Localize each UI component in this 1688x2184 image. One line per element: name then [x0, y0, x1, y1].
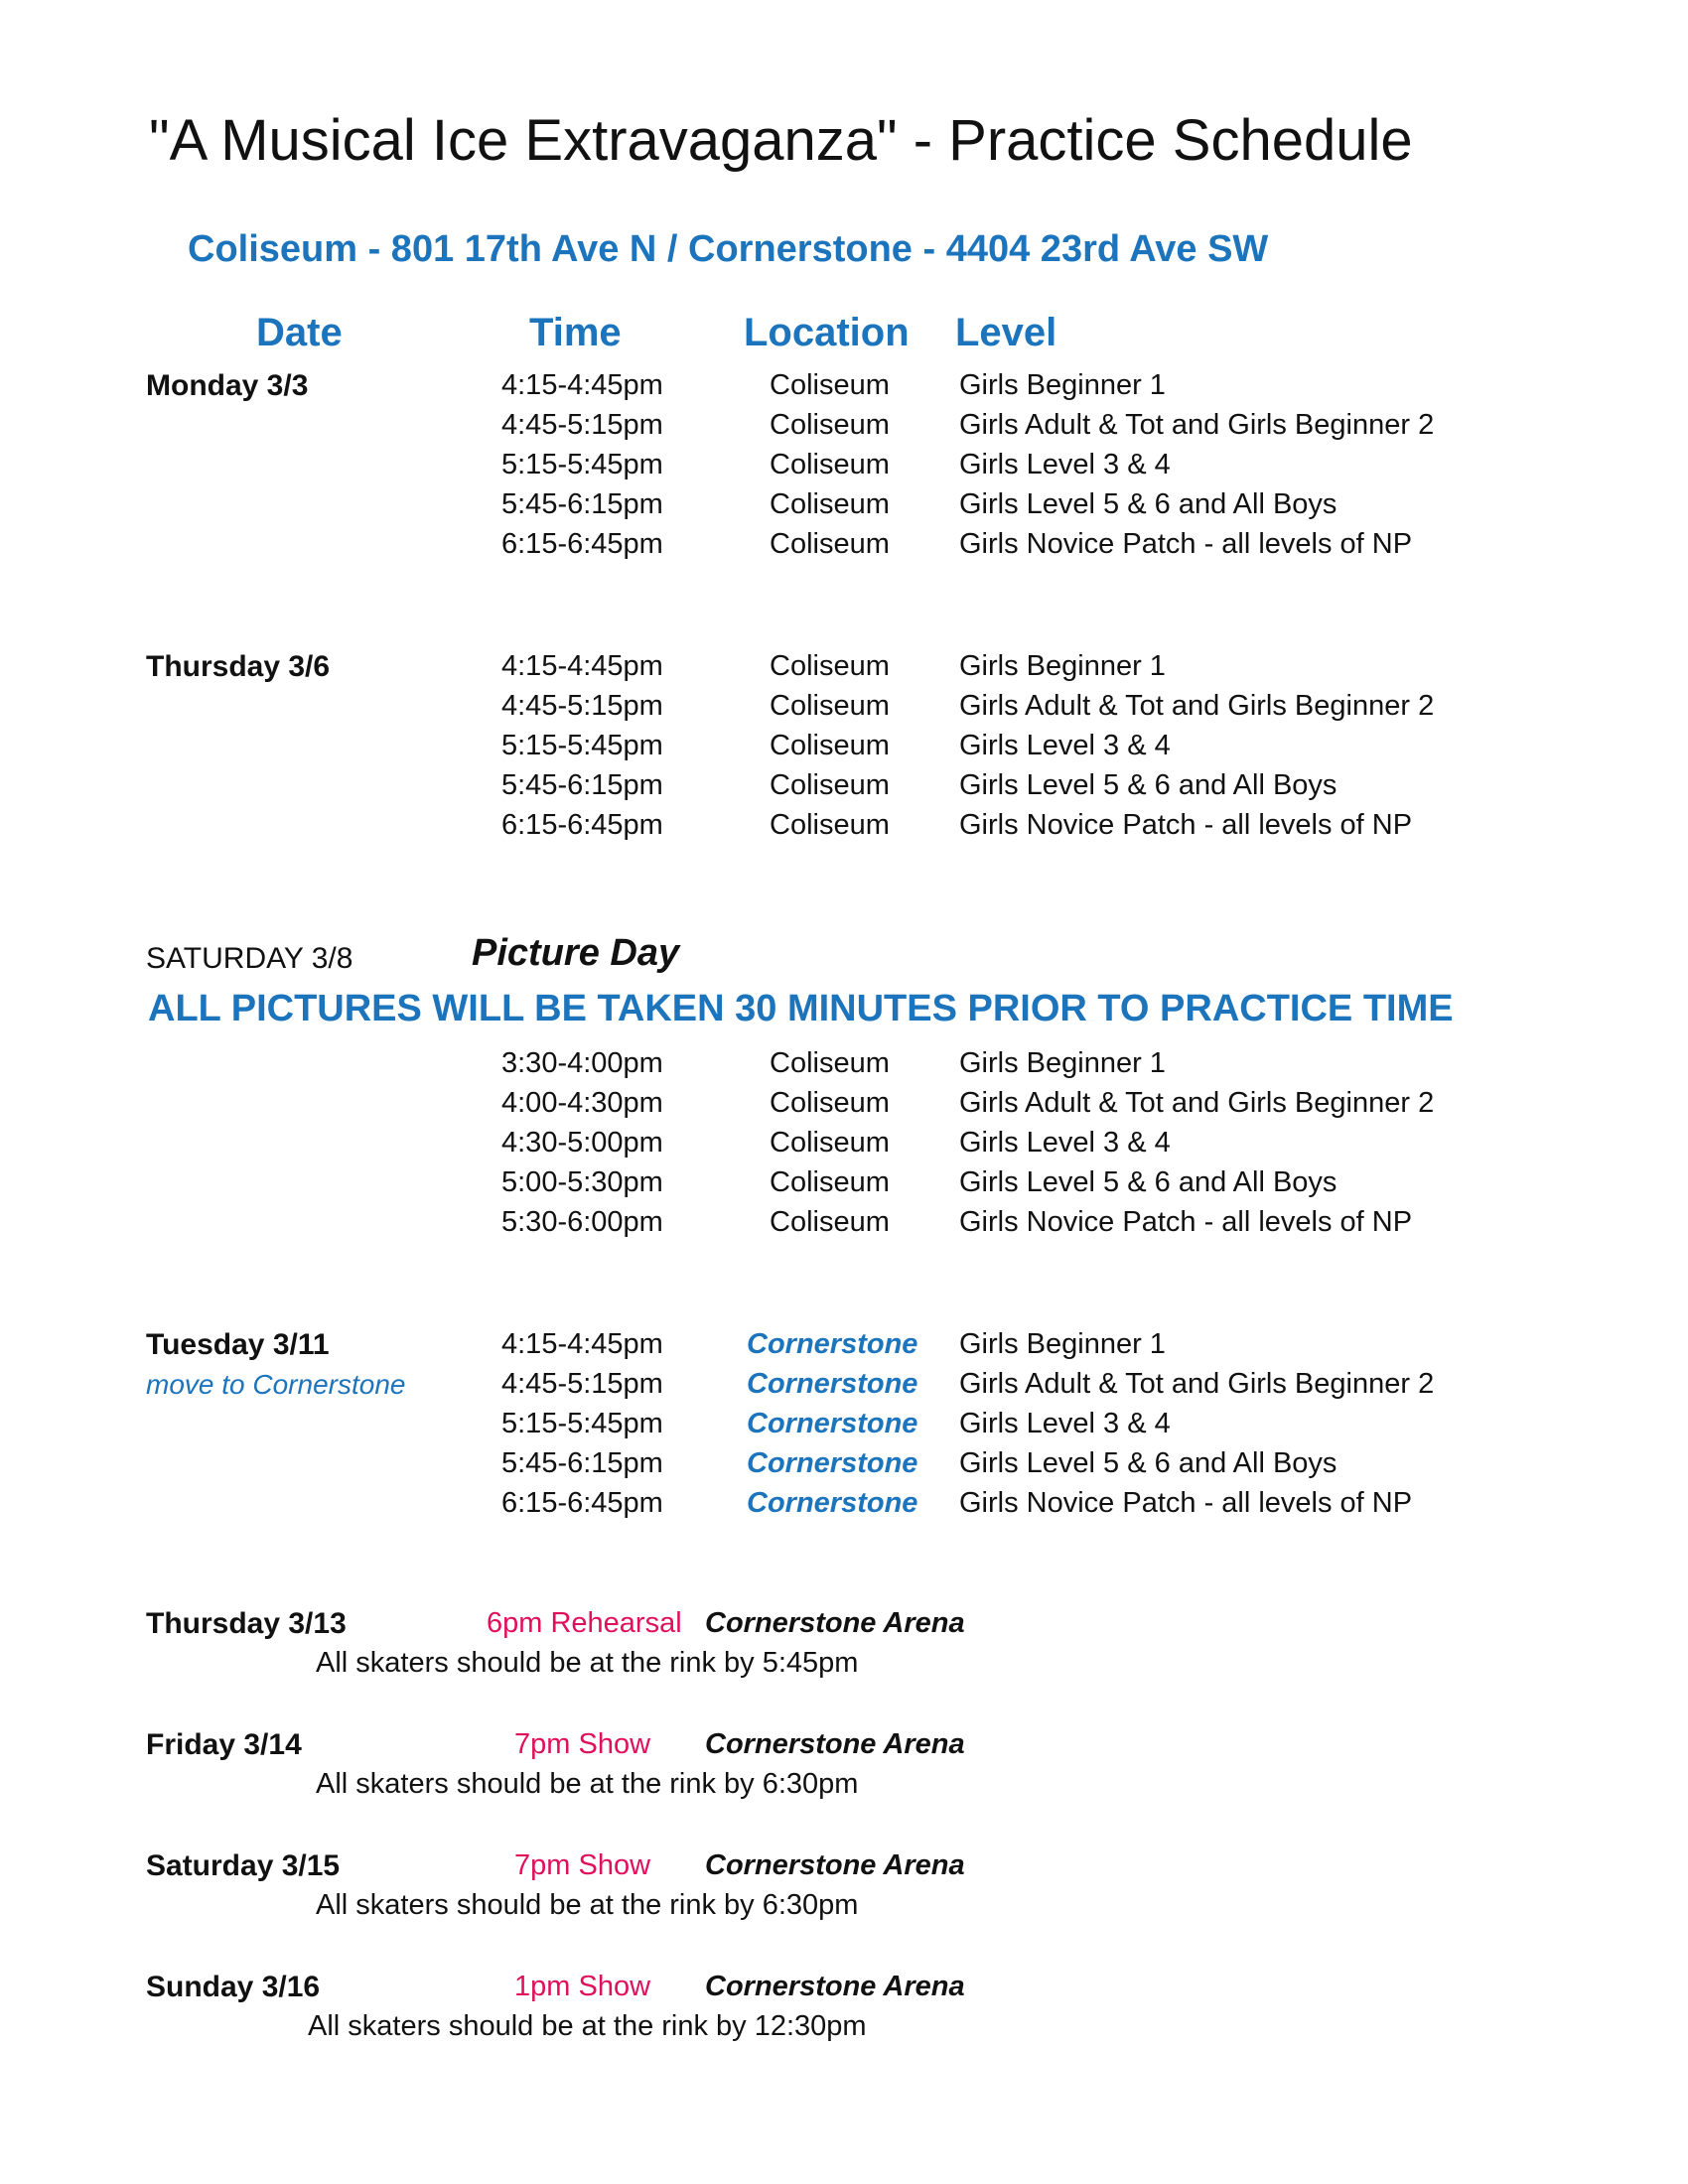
table-row — [0, 730, 1688, 769]
event-arrival-note: All skaters should be at the rink by 6:30pm — [316, 1768, 859, 1800]
location-cell: Coliseum — [770, 1087, 890, 1119]
event-time: 7pm Show — [514, 1728, 651, 1760]
locations-subtitle: Coliseum - 801 17th Ave N / Cornerstone - 4404 23rd Ave SW — [188, 228, 1269, 270]
time-cell: 5:45-6:15pm — [501, 488, 663, 520]
table-row — [0, 1487, 1688, 1527]
time-cell: 5:00-5:30pm — [501, 1166, 663, 1198]
location-cell: Coliseum — [770, 1206, 890, 1238]
location-cell: Coliseum — [770, 488, 890, 520]
level-cell: Girls Level 5 & 6 and All Boys — [959, 1447, 1337, 1479]
location-cell: Coliseum — [770, 1047, 890, 1079]
section-day-label: SATURDAY 3/8 — [146, 942, 353, 975]
level-cell: Girls Level 5 & 6 and All Boys — [959, 769, 1337, 801]
table-row — [0, 690, 1688, 730]
level-cell: Girls Adult & Tot and Girls Beginner 2 — [959, 1368, 1435, 1400]
event-show-sunday — [0, 1971, 1688, 2060]
picture-day-label: Picture Day — [472, 932, 680, 974]
section-day-label: Thursday 3/6 — [146, 650, 331, 683]
level-cell: Girls Level 3 & 4 — [959, 730, 1171, 761]
level-cell: Girls Level 3 & 4 — [959, 1127, 1171, 1159]
event-day: Sunday 3/16 — [146, 1971, 321, 2003]
table-row — [0, 409, 1688, 449]
location-cell: Coliseum — [770, 730, 890, 761]
location-cell: Coliseum — [770, 1166, 890, 1198]
location-cell: Coliseum — [770, 650, 890, 682]
event-show-friday — [0, 1728, 1688, 1818]
level-cell: Girls Novice Patch - all levels of NP — [959, 1206, 1413, 1238]
location-cell: Cornerstone — [747, 1408, 918, 1439]
level-cell: Girls Level 3 & 4 — [959, 449, 1171, 480]
table-row — [0, 769, 1688, 809]
time-cell: 4:45-5:15pm — [501, 409, 663, 441]
location-cell: Coliseum — [770, 1127, 890, 1159]
table-row — [0, 1047, 1688, 1087]
table-row — [0, 1087, 1688, 1127]
event-time: 6pm Rehearsal — [487, 1607, 682, 1639]
time-cell: 4:45-5:15pm — [501, 1368, 663, 1400]
level-cell: Girls Level 5 & 6 and All Boys — [959, 1166, 1337, 1198]
location-cell: Coliseum — [770, 409, 890, 441]
page-title: "A Musical Ice Extravaganza" - Practice Schedule — [149, 108, 1413, 173]
time-cell: 5:15-5:45pm — [501, 449, 663, 480]
table-row — [0, 1447, 1688, 1487]
event-time: 7pm Show — [514, 1849, 651, 1881]
time-cell: 4:45-5:15pm — [501, 690, 663, 722]
level-cell: Girls Beginner 1 — [959, 369, 1166, 401]
location-cell: Coliseum — [770, 769, 890, 801]
event-day: Thursday 3/13 — [146, 1607, 347, 1640]
event-day: Saturday 3/15 — [146, 1849, 341, 1882]
event-day: Friday 3/14 — [146, 1728, 302, 1761]
event-time: 1pm Show — [514, 1971, 651, 2002]
level-cell: Girls Adult & Tot and Girls Beginner 2 — [959, 690, 1435, 722]
event-venue: Cornerstone Arena — [705, 1728, 965, 1760]
location-cell: Cornerstone — [747, 1368, 918, 1400]
event-rehearsal — [0, 1607, 1688, 1697]
time-cell: 6:15-6:45pm — [501, 528, 663, 560]
time-cell: 5:45-6:15pm — [501, 1447, 663, 1479]
event-arrival-note: All skaters should be at the rink by 6:30pm — [316, 1889, 859, 1921]
location-cell: Coliseum — [770, 690, 890, 722]
event-venue: Cornerstone Arena — [705, 1607, 965, 1639]
time-cell: 6:15-6:45pm — [501, 809, 663, 841]
location-cell: Coliseum — [770, 528, 890, 560]
time-cell: 5:15-5:45pm — [501, 730, 663, 761]
location-cell: Cornerstone — [747, 1447, 918, 1479]
table-row — [0, 1206, 1688, 1246]
time-cell: 5:45-6:15pm — [501, 769, 663, 801]
table-row — [0, 1127, 1688, 1166]
time-cell: 5:15-5:45pm — [501, 1408, 663, 1439]
location-cell: Coliseum — [770, 809, 890, 841]
level-cell: Girls Beginner 1 — [959, 650, 1166, 682]
location-cell: Coliseum — [770, 369, 890, 401]
time-cell: 4:15-4:45pm — [501, 650, 663, 682]
header-time: Time — [529, 311, 622, 354]
level-cell: Girls Beginner 1 — [959, 1047, 1166, 1079]
level-cell: Girls Level 5 & 6 and All Boys — [959, 488, 1337, 520]
event-venue: Cornerstone Arena — [705, 1849, 965, 1881]
time-cell: 4:15-4:45pm — [501, 1328, 663, 1360]
time-cell: 4:15-4:45pm — [501, 369, 663, 401]
time-cell: 5:30-6:00pm — [501, 1206, 663, 1238]
header-date: Date — [256, 311, 343, 354]
event-show-saturday — [0, 1849, 1688, 1939]
section-day-label: Monday 3/3 — [146, 369, 309, 402]
level-cell: Girls Beginner 1 — [959, 1328, 1166, 1360]
table-row — [0, 488, 1688, 528]
time-cell: 4:30-5:00pm — [501, 1127, 663, 1159]
table-row — [0, 369, 1688, 409]
location-cell: Coliseum — [770, 449, 890, 480]
level-cell: Girls Adult & Tot and Girls Beginner 2 — [959, 1087, 1435, 1119]
table-row — [0, 528, 1688, 568]
picture-notice: ALL PICTURES WILL BE TAKEN 30 MINUTES PRIOR TO PRACTICE TIME — [148, 988, 1454, 1029]
event-venue: Cornerstone Arena — [705, 1971, 965, 2002]
level-cell: Girls Adult & Tot and Girls Beginner 2 — [959, 409, 1435, 441]
time-cell: 3:30-4:00pm — [501, 1047, 663, 1079]
time-cell: 6:15-6:45pm — [501, 1487, 663, 1519]
level-cell: Girls Level 3 & 4 — [959, 1408, 1171, 1439]
location-cell: Cornerstone — [747, 1328, 918, 1360]
level-cell: Girls Novice Patch - all levels of NP — [959, 809, 1413, 841]
table-row — [0, 1166, 1688, 1206]
level-cell: Girls Novice Patch - all levels of NP — [959, 1487, 1413, 1519]
header-location: Location — [744, 311, 910, 354]
event-arrival-note: All skaters should be at the rink by 12:30pm — [308, 2010, 867, 2042]
time-cell: 4:00-4:30pm — [501, 1087, 663, 1119]
event-arrival-note: All skaters should be at the rink by 5:45pm — [316, 1647, 859, 1679]
table-row — [0, 1328, 1688, 1368]
table-row — [0, 1408, 1688, 1447]
table-row — [0, 1368, 1688, 1408]
section-day-label: Tuesday 3/11 — [146, 1328, 330, 1361]
table-row — [0, 650, 1688, 690]
table-row — [0, 809, 1688, 849]
section-note: move to Cornerstone — [146, 1369, 406, 1400]
table-row — [0, 449, 1688, 488]
level-cell: Girls Novice Patch - all levels of NP — [959, 528, 1413, 560]
header-level: Level — [955, 311, 1057, 354]
location-cell: Cornerstone — [747, 1487, 918, 1519]
